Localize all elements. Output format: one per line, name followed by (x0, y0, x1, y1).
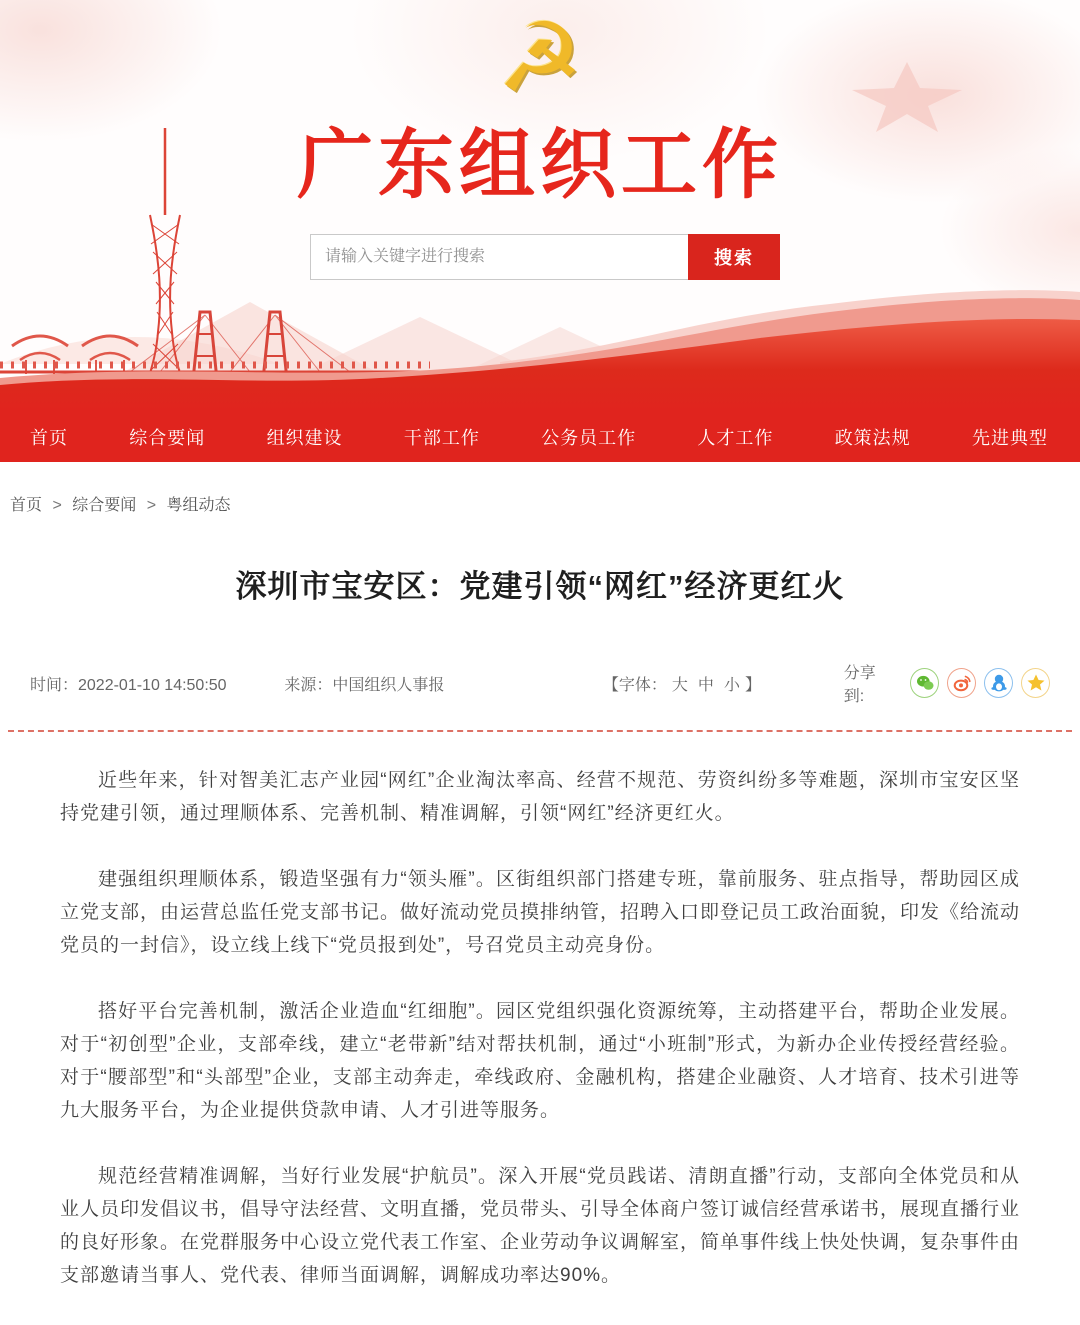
article-paragraph: 近些年来，针对智美汇志产业园“网红”企业淘汰率高、经营不规范、劳资纠纷多等难题，深圳市宝安区坚持党建引领，通过理顺体系、完善机制、精准调解，引领“网红”经济更红火。 (60, 770, 1020, 824)
weibo-share-icon[interactable] (947, 668, 976, 698)
nav-item-policy[interactable]: 政策法规 (834, 428, 911, 448)
article-body (0, 732, 1080, 1292)
breadcrumb-home[interactable]: 首页 (10, 497, 43, 514)
search-input[interactable] (310, 234, 688, 280)
font-size-large[interactable]: 大 (671, 676, 688, 694)
source: 来源：中国组织人事报 (284, 676, 445, 694)
nav-item-civil[interactable]: 公务员工作 (541, 428, 637, 448)
nav-item-model[interactable]: 先进典型 (971, 428, 1048, 448)
article-paragraph: 搭好平台完善机制，激活企业造血“红细胞”。园区党组织强化资源统筹，主动搭建平台，帮助企业发展。对于“初创型”企业，支部牵线，建立“老带新”结对帮扶机制，通过“小班制”形式，为新办企业传授经营经验。对于“腰部型”和“头部型”企业，支部主动奔走，牵线政府、金融机构，搭建企业融资、人才培育、技术引进等九大服务平台，为企业提供贷款申请、人才引进等服务。 (60, 1001, 1020, 1121)
font-size-suffix: 】 (744, 676, 761, 694)
font-size-widget (603, 672, 844, 695)
nav-item-news[interactable]: 综合要闻 (129, 428, 206, 448)
font-size-prefix: 【字体： (602, 676, 667, 694)
nav-item-home[interactable]: 首页 (30, 428, 68, 448)
article-paragraph: 建强组织理顺体系，锻造坚强有力“领头雁”。区街组织部门搭建专班，靠前服务、驻点指导，帮助园区成立党支部，由运营总监任党支部书记。做好流动党员摸排纳管，招聘入口即登记员工政治面貌，印发《给流动党员的一封信》，设立线上线下“党员报到处”，号召党员主动亮身份。 (60, 869, 1021, 956)
site-title: 广东组织工作 (297, 124, 783, 208)
breadcrumb-separator: > (52, 497, 62, 514)
breadcrumb-news[interactable]: 综合要闻 (72, 497, 137, 514)
article-paragraph: 规范经营精准调解，当好行业发展“护航员”。深入开展“党员践诺、清朗直播”行动，支部向全体党员和从业人员印发倡议书，倡导守法经营、文明直播，党员带头、引导全体商户签订诚信经营承诺书，展现直播行业的良好形象。在党群服务中心设立党代表工作室、企业劳动争议调解室，简单事件线上快处快调，复杂事件由支部邀请当事人、党代表、律师当面调解，调解成功率达90%。 (60, 1166, 1021, 1286)
qq-share-icon[interactable] (984, 668, 1013, 698)
share-label: 分享到: (843, 665, 876, 705)
article-meta (0, 660, 1080, 706)
font-size-medium[interactable]: 中 (697, 676, 714, 694)
font-size-small[interactable]: 小 (723, 676, 740, 694)
breadcrumb (0, 462, 1080, 515)
breadcrumb-separator: > (146, 497, 157, 514)
party-emblem-icon: ☭ (496, 2, 584, 114)
nav-item-cadre[interactable]: 干部工作 (403, 428, 480, 448)
main-nav (0, 412, 1080, 462)
wechat-share-icon[interactable] (910, 668, 939, 698)
article-title: 深圳市宝安区：党建引领“网红”经济更红火 (235, 569, 845, 604)
nav-item-talent[interactable]: 人才工作 (697, 428, 774, 448)
publish-time: 时间：2022-01-10 14:50:50 (30, 676, 227, 694)
qzone-share-icon[interactable] (1021, 668, 1050, 698)
search-bar (310, 234, 780, 280)
nav-item-org[interactable]: 组织建设 (266, 428, 343, 448)
site-header (0, 0, 1080, 412)
search-button[interactable]: 搜索 (688, 234, 780, 280)
share-group (844, 660, 1050, 706)
breadcrumb-current[interactable]: 粤组动态 (166, 497, 231, 514)
